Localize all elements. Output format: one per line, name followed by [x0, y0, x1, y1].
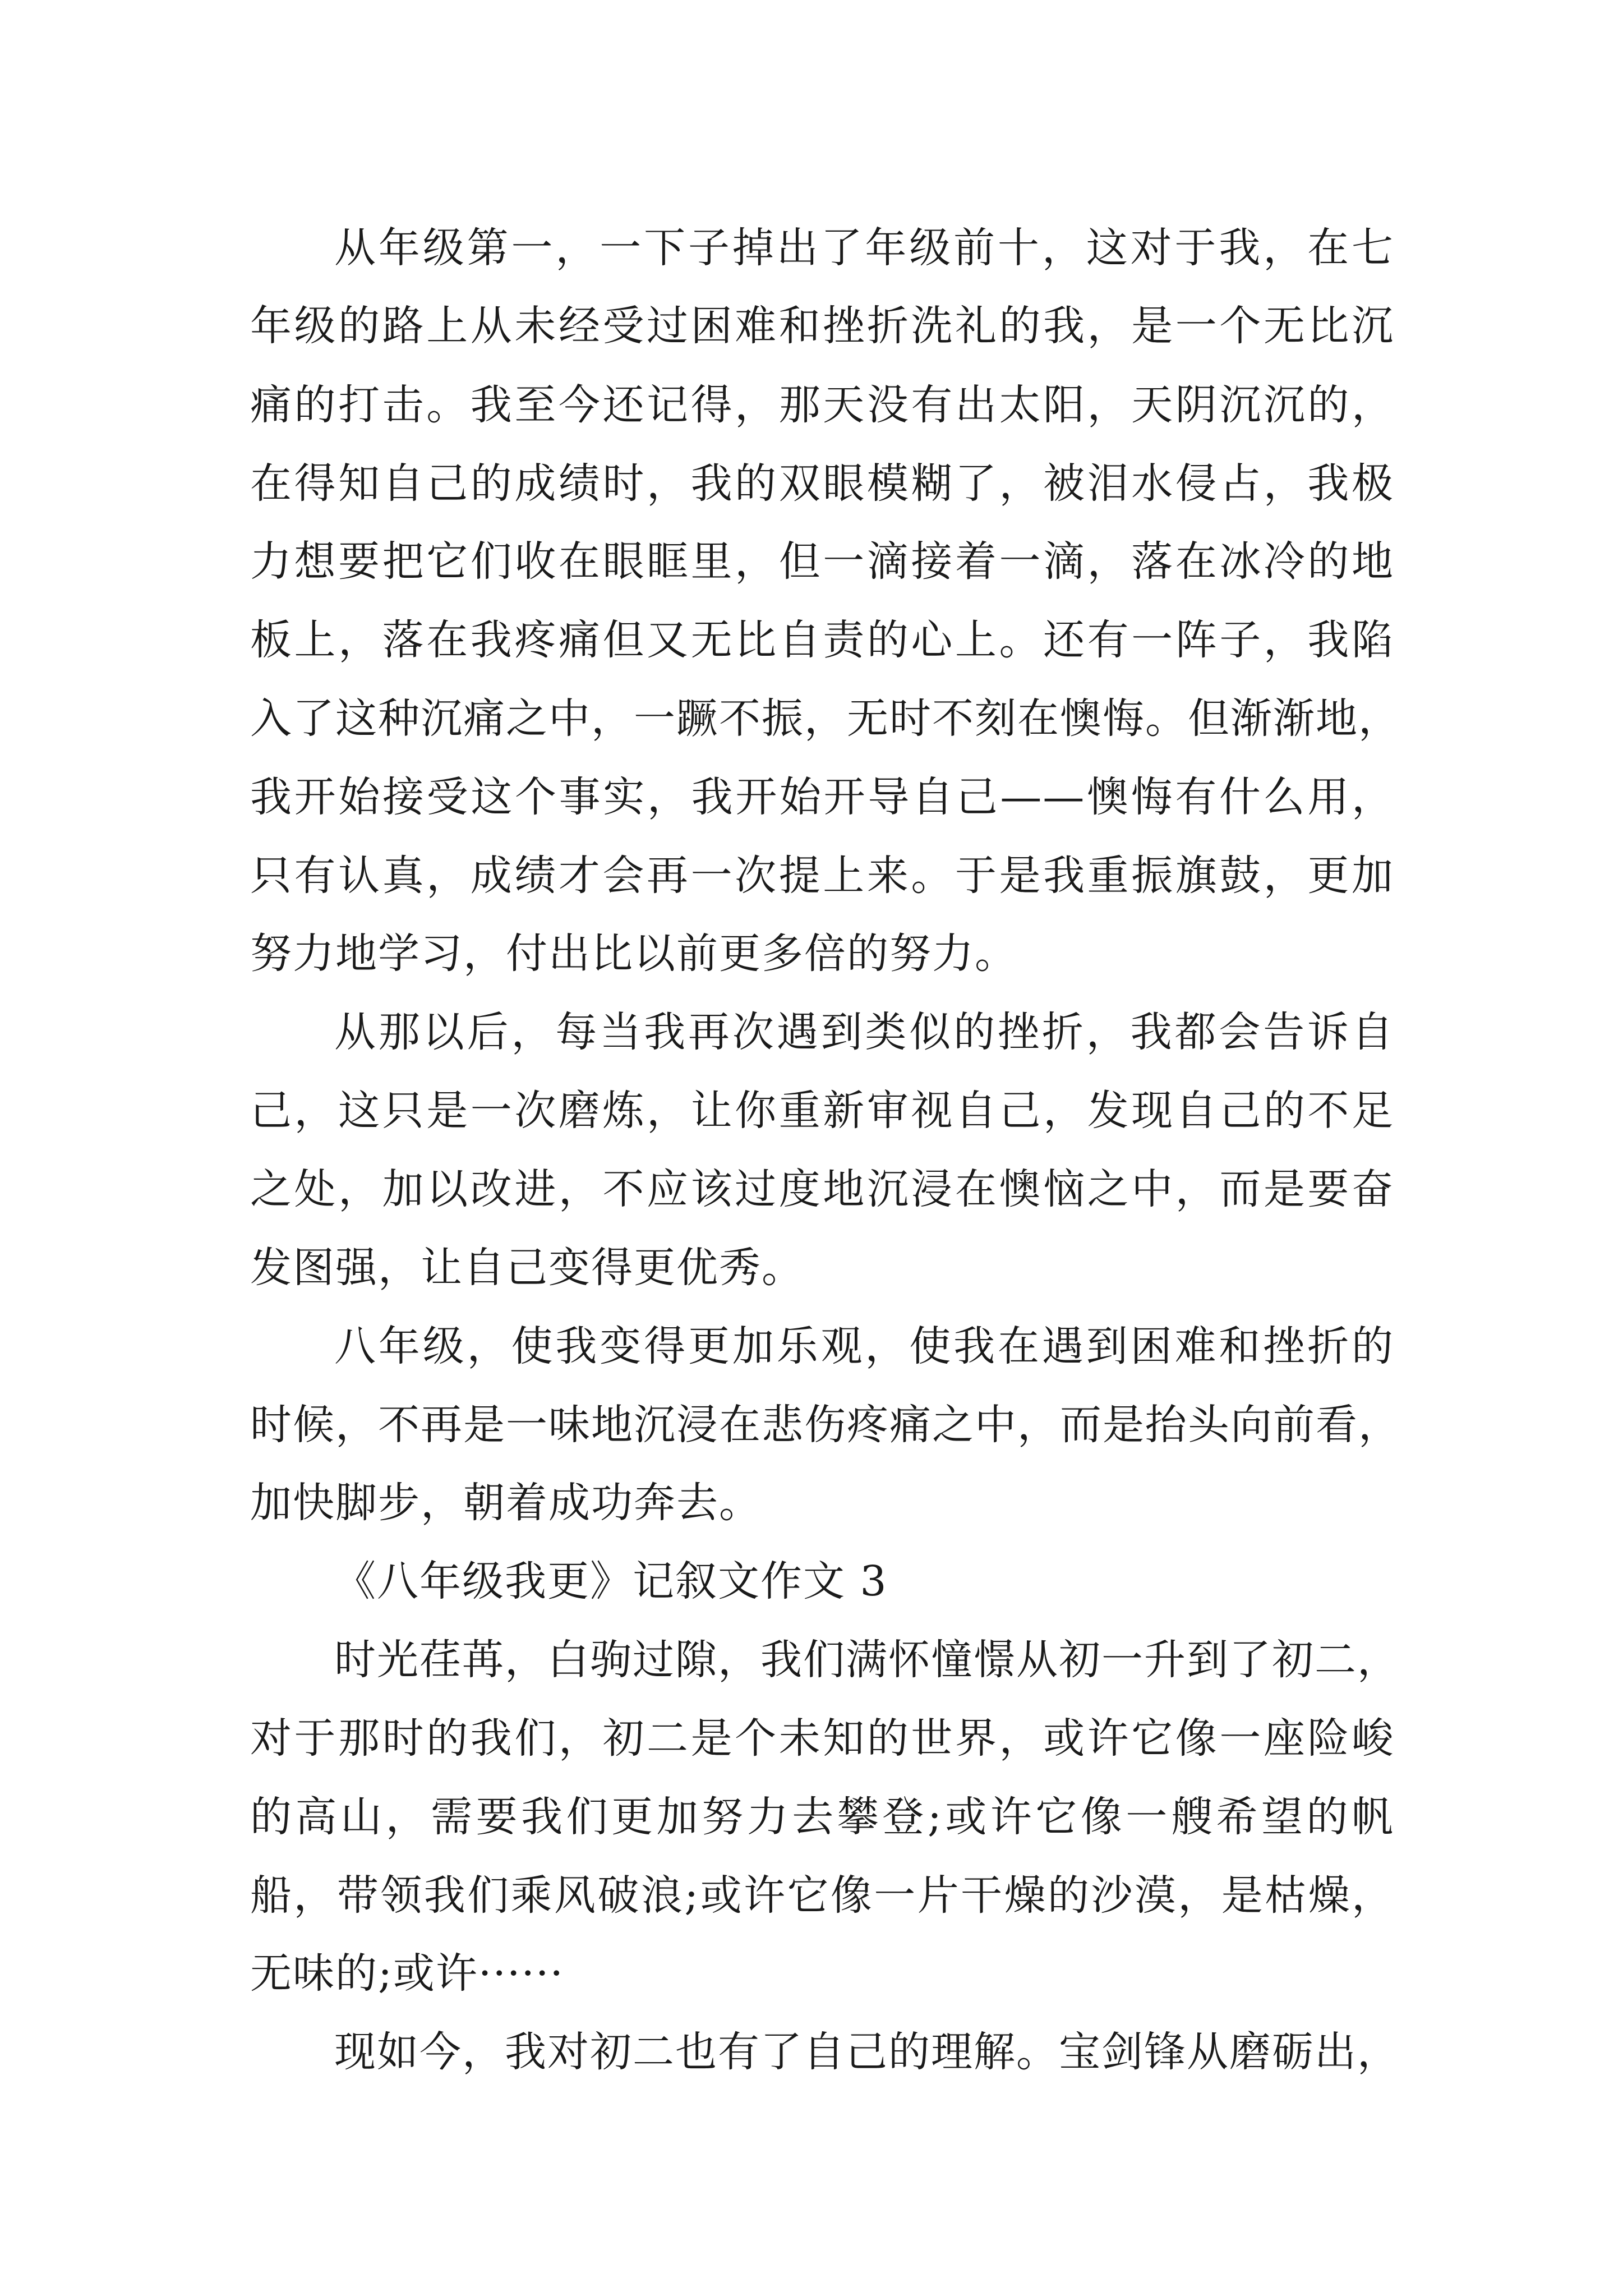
- paragraph-line: 痛的打击。我至今还记得，那天没有出太阳，天阴沉沉的，: [250, 381, 1394, 429]
- paragraph-line: 力想要把它们收在眼眶里，但一滴接着一滴，落在冰冷的地: [250, 537, 1394, 586]
- paragraph-line: 只有认真，成绩才会再一次提上来。于是我重振旗鼓，更加: [250, 852, 1394, 900]
- paragraph-line: 己，这只是一次磨炼，让你重新审视自己，发现自己的不足: [250, 1087, 1394, 1135]
- paragraph-line: 现如今，我对初二也有了自己的理解。宝剑锋从磨砺出，: [334, 2028, 1400, 2076]
- paragraph-line: 我开始接受这个事实，我开始开导自己——懊悔有什么用，: [250, 773, 1394, 821]
- paragraph-line: 年级的路上从未经受过困难和挫折洗礼的我，是一个无比沉: [250, 302, 1394, 350]
- paragraph-line: 发图强，让自己变得更优秀。: [250, 1244, 804, 1292]
- paragraph-line: 努力地学习，付出比以前更多倍的努力。: [250, 930, 1017, 978]
- paragraph-line: 时光荏苒，白驹过隙，我们满怀憧憬从初一升到了初二，: [334, 1636, 1400, 1684]
- paragraph-line: 无味的;或许······: [250, 1949, 565, 1998]
- paragraph-line: 板上，落在我疼痛但又无比自责的心上。还有一阵子，我陷: [250, 616, 1394, 664]
- paragraph-line: 在得知自己的成绩时，我的双眼模糊了，被泪水侵占，我极: [250, 459, 1394, 508]
- paragraph-line: 从年级第一，一下子掉出了年级前十，这对于我，在七: [334, 224, 1394, 272]
- paragraph-line: 加快脚步，朝着成功奔去。: [250, 1479, 762, 1527]
- paragraph-line: 船，带领我们乘风破浪;或许它像一片干燥的沙漠，是枯燥，: [250, 1871, 1394, 1920]
- paragraph-line: 从那以后，每当我再次遇到类似的挫折，我都会告诉自: [334, 1008, 1394, 1056]
- paragraph-line: 入了这种沉痛之中，一蹶不振，无时不刻在懊悔。但渐渐地，: [250, 694, 1401, 743]
- section-heading: 《八年级我更》记叙文作文 3: [334, 1557, 888, 1605]
- paragraph-line: 对于那时的我们，初二是个未知的世界，或许它像一座险峻: [250, 1714, 1394, 1763]
- paragraph-line: 八年级，使我变得更加乐观，使我在遇到困难和挫折的: [334, 1322, 1394, 1370]
- paragraph-line: 的高山，需要我们更加努力去攀登;或许它像一艘希望的帆: [250, 1793, 1394, 1841]
- paragraph-line: 时候，不再是一味地沉浸在悲伤疼痛之中，而是抬头向前看，: [250, 1401, 1401, 1449]
- paragraph-line: 之处，加以改进，不应该过度地沉浸在懊恼之中，而是要奋: [250, 1165, 1394, 1213]
